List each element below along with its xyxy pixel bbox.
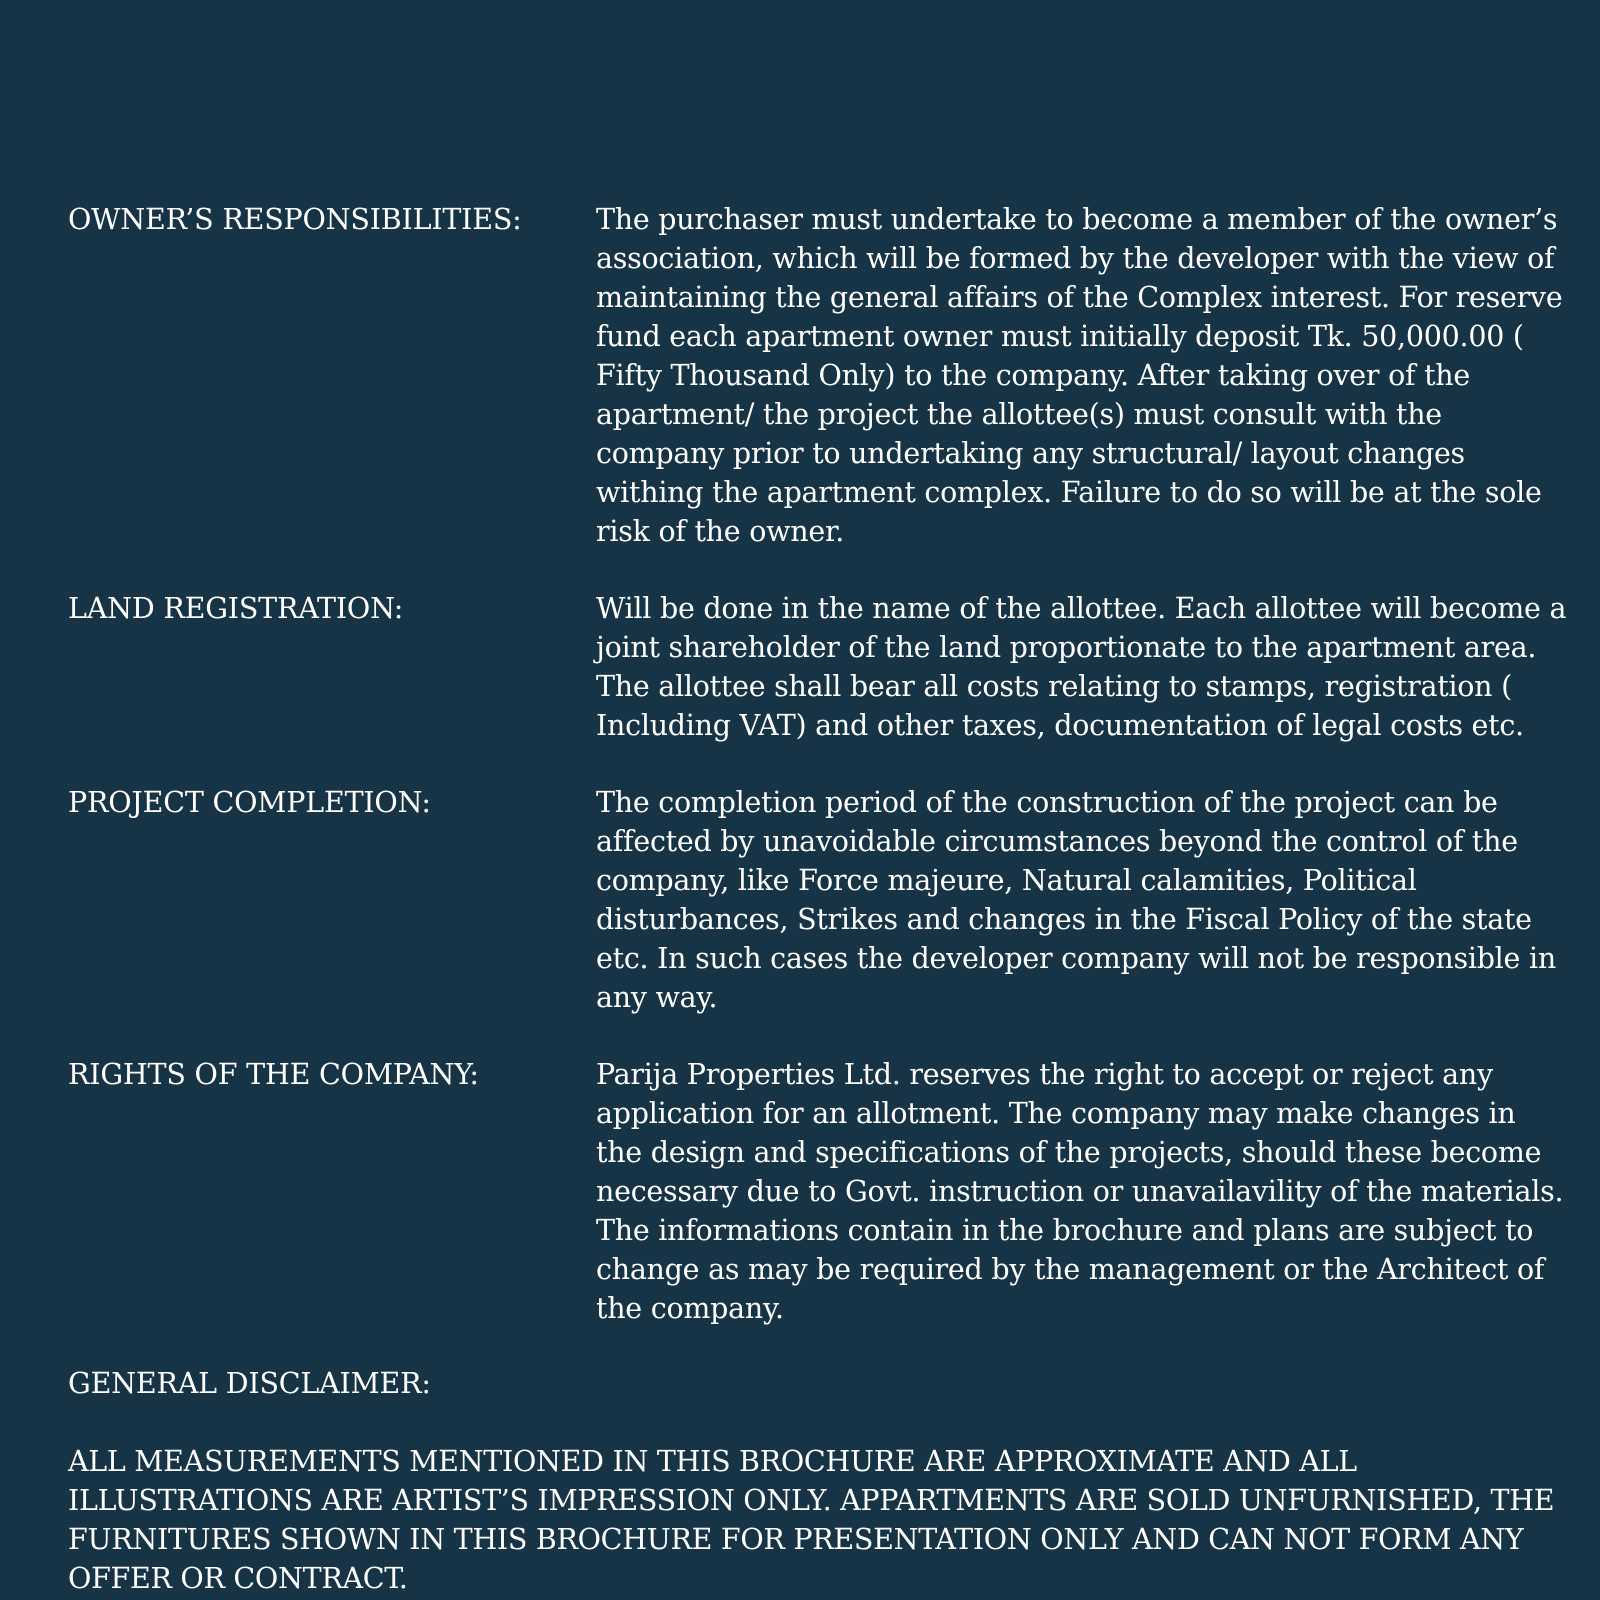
section-text: The purchaser must undertake to become a member of the owner’s association, which will be formed by the developer with the view of maintaining the general affairs of the Complex interest. For reserve fund each apartment owner must initially deposit Tk. 50,000.00 ( Fifty Thousand Only) to the company. After taking over of the apartment/ the project the allottee(s) must consult with the company prior to undertaking any structural/ layout changes withing the apartment complex. Failure to do so will be at the sole risk of the owner. xyxy=(596,203,1563,548)
section-heading: PROJECT COMPLETION: xyxy=(68,786,431,819)
terms-document xyxy=(68,200,1568,1598)
disclaimer-heading: GENERAL DISCLAIMER: xyxy=(68,1367,431,1400)
section-heading: RIGHTS OF THE COMPANY: xyxy=(68,1058,479,1091)
section-text: Will be done in the name of the allottee. Each allottee will become a joint shareholder of the land proportionate to the apartment area. The allottee shall bear all costs relating to stamps, registration ( Including VAT) and other taxes, documentation of legal costs etc. xyxy=(596,592,1567,742)
section-owners-responsibilities xyxy=(68,200,1568,551)
disclaimer-text: ALL MEASUREMENTS MENTIONED IN THIS BROCHURE ARE APPROXIMATE AND ALL ILLUSTRATIONS ARE ARTIST’S IMPRESSION ONLY. APPARTMENTS ARE SOLD UNFURNISHED, THE FURNITURES SHOWN IN THIS BROCHURE FOR PRESENTATION ONLY AND CAN NOT FORM ANY OFFER OR CONTRACT. xyxy=(68,1445,1555,1595)
section-heading: LAND REGISTRATION: xyxy=(68,592,404,625)
section-project-completion xyxy=(68,783,1568,1017)
section-land-registration xyxy=(68,589,1568,745)
section-text: The completion period of the construction of the project can be affected by unavoidable circumstances beyond the control of the company, like Force majeure, Natural calamities, Political disturbances, Strikes and changes in the Fiscal Policy of the state etc. In such cases the developer company will not be responsible in any way. xyxy=(596,786,1556,1014)
section-text: Parija Properties Ltd. reserves the right to accept or reject any application for an allotment. The company may make changes in the design and specifications of the projects, should these become necessary due to Govt. instruction or unavailavility of the materials. The informations contain in the brochure and plans are subject to change as may be required by the management or the Architect of the company. xyxy=(596,1058,1564,1325)
section-rights-of-company xyxy=(68,1055,1568,1328)
section-heading: OWNER’S RESPONSIBILITIES: xyxy=(68,203,522,236)
